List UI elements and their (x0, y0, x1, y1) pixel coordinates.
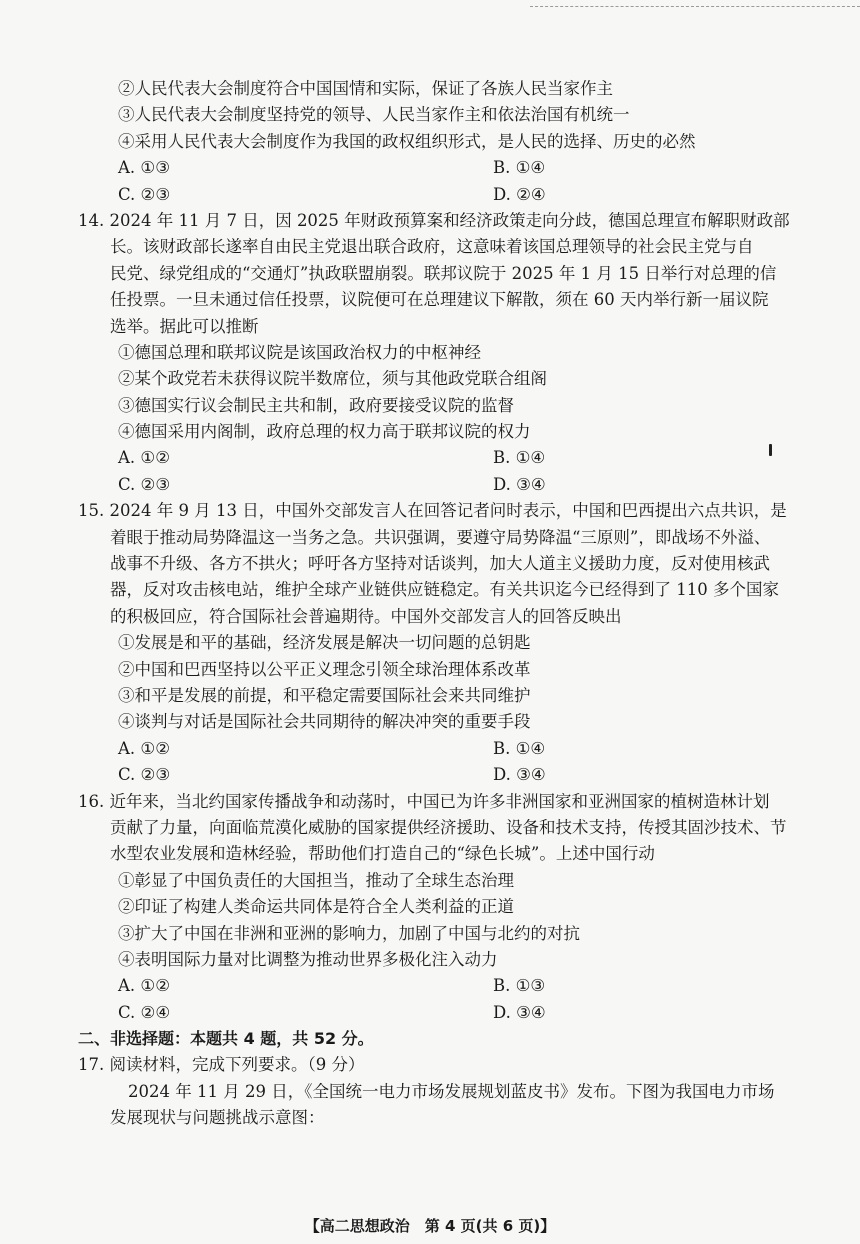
page-footer: 【高二思想政治 第 4 页(共 6 页)】 (304, 1217, 556, 1235)
q16-option-d[interactable]: D. ③④ (493, 1002, 546, 1022)
q16-item-3: ③扩大了中国在非洲和亚洲的影响力，加剧了中国与北约的对抗 (118, 923, 580, 943)
top-dashed-rule (530, 6, 860, 7)
section-2-heading: 二、非选择题：本题共 4 题，共 52 分。 (78, 1029, 374, 1049)
q16-stem-line-1: 16. 近年来，当北约国家传播战争和动荡时，中国已为许多非洲国家和亚洲国家的植树造林计划 (78, 791, 770, 811)
q14-option-a[interactable]: A. ①② (118, 448, 170, 468)
q14-stem-line-4: 任投票。一旦未通过信任投票，议院便可在总理建议下解散，须在 60 天内举行新一届议院 (110, 290, 769, 310)
q13-option-b[interactable]: B. ①④ (493, 158, 546, 178)
q14-stem-line-2: 长。该财政部长遂率自由民主党退出联合政府，这意味着该国总理领导的社会民主党与自 (110, 237, 754, 257)
q15-stem-line-1: 15. 2024 年 9 月 13 日，中国外交部发言人在回答记者问时表示，中国和巴西提出六点共识，是 (78, 501, 787, 521)
q16-item-1: ①彰显了中国负责任的大国担当，推动了全球生态治理 (118, 870, 514, 890)
q15-stem-line-2: 着眼于推动局势降温这一当务之急。共识强调，要遵守局势降温“三原则”，即战场不外溢、 (110, 527, 771, 547)
q17-material-line-1: 2024 年 11 月 29 日，《全国统一电力市场发展规划蓝皮书》发布。下图为我国电力市场 (128, 1081, 775, 1101)
q13-option-a[interactable]: A. ①③ (118, 158, 170, 178)
q15-option-c[interactable]: C. ②③ (118, 765, 171, 785)
q15-item-4: ④谈判与对话是国际社会共同期待的解决冲突的重要手段 (118, 712, 531, 732)
q13-options-row-1 (88, 155, 836, 181)
q13-options-row-2 (88, 182, 836, 208)
stray-ink-mark (769, 444, 772, 456)
q16-option-c[interactable]: C. ②④ (118, 1002, 171, 1022)
q15-item-2: ②中国和巴西坚持以公平正义理念引领全球治理体系改革 (118, 659, 531, 679)
q15-stem-line-4: 器，反对攻击核电站，维护全球产业链供应链稳定。有关共识迄今已经得到了 110 多个国家 (110, 580, 779, 600)
q14-options-row-1 (88, 445, 836, 471)
q15-options-row-1 (88, 736, 836, 762)
q14-item-1: ①德国总理和联邦议院是该国政治权力的中枢神经 (118, 342, 481, 362)
q16-option-a[interactable]: A. ①② (118, 976, 170, 996)
q14-item-2: ②某个政党若未获得议院半数席位，须与其他政党联合组阁 (118, 369, 547, 389)
q13-option-c[interactable]: C. ②③ (118, 184, 171, 204)
q14-stem-line-1: 14. 2024 年 11 月 7 日，因 2025 年财政预算案和经济政策走向分歧，德国总理宣布解职财政部 (78, 210, 790, 230)
q15-option-d[interactable]: D. ③④ (493, 765, 546, 785)
q15-option-b[interactable]: B. ①④ (493, 738, 546, 758)
q16-options-row-1 (88, 973, 836, 999)
q17-stem: 17. 阅读材料，完成下列要求。（9 分） (78, 1055, 365, 1075)
q14-item-3: ③德国实行议会制民主共和制，政府要接受议院的监督 (118, 395, 514, 415)
q16-item-4: ④表明国际力量对比调整为推动世界多极化注入动力 (118, 949, 498, 969)
q14-option-c[interactable]: C. ②③ (118, 474, 171, 494)
q13-item-2: ②人民代表大会制度符合中国国情和实际，保证了各族人民当家作主 (118, 79, 613, 98)
q16-option-b[interactable]: B. ①③ (493, 976, 546, 996)
q13-item-4: ④采用人民代表大会制度作为我国的政权组织形式，是人民的选择、历史的必然 (118, 131, 696, 151)
q14-item-4: ④德国采用内阁制，政府总理的权力高于联邦议院的权力 (118, 422, 531, 442)
q14-option-d[interactable]: D. ③④ (493, 474, 546, 494)
q15-item-1: ①发展是和平的基础，经济发展是解决一切问题的总钥匙 (118, 633, 531, 653)
q14-stem-line-5: 选举。据此可以推断 (110, 316, 259, 336)
q16-item-2: ②印证了构建人类命运共同体是符合全人类利益的正道 (118, 897, 514, 917)
q14-stem-line-3: 民党、绿党组成的“交通灯”执政联盟崩裂。联邦议院于 2025 年 1 月 15 日举行对总理的信 (110, 263, 777, 283)
q15-item-3: ③和平是发展的前提，和平稳定需要国际社会来共同维护 (118, 685, 531, 705)
q15-option-a[interactable]: A. ①② (118, 738, 170, 758)
q15-stem-line-3: 战事不升级、各方不拱火；呼吁各方坚持对话谈判，加大人道主义援助力度，反对使用核武 (110, 554, 770, 574)
q16-options-row-2 (88, 1000, 836, 1026)
q13-option-d[interactable]: D. ②④ (493, 184, 546, 204)
q13-item-3: ③人民代表大会制度坚持党的领导、人民当家作主和依法治国有机统一 (118, 105, 630, 125)
q15-stem-line-5: 的积极回应，符合国际社会普遍期待。中国外交部发言人的回答反映出 (110, 606, 622, 626)
q14-options-row-2 (88, 472, 836, 498)
page-content (78, 76, 836, 1132)
q14-option-b[interactable]: B. ①④ (493, 448, 546, 468)
q15-options-row-2 (88, 762, 836, 788)
q17-material-line-2: 发展现状与问题挑战示意图： (110, 1108, 325, 1128)
q16-stem-line-3: 水型农业发展和造林经验，帮助他们打造自己的“绿色长城”。上述中国行动 (110, 844, 655, 864)
q16-stem-line-2: 贡献了力量，向面临荒漠化威胁的国家提供经济援助、设备和技术支持，传授其固沙技术、节 (110, 817, 787, 837)
